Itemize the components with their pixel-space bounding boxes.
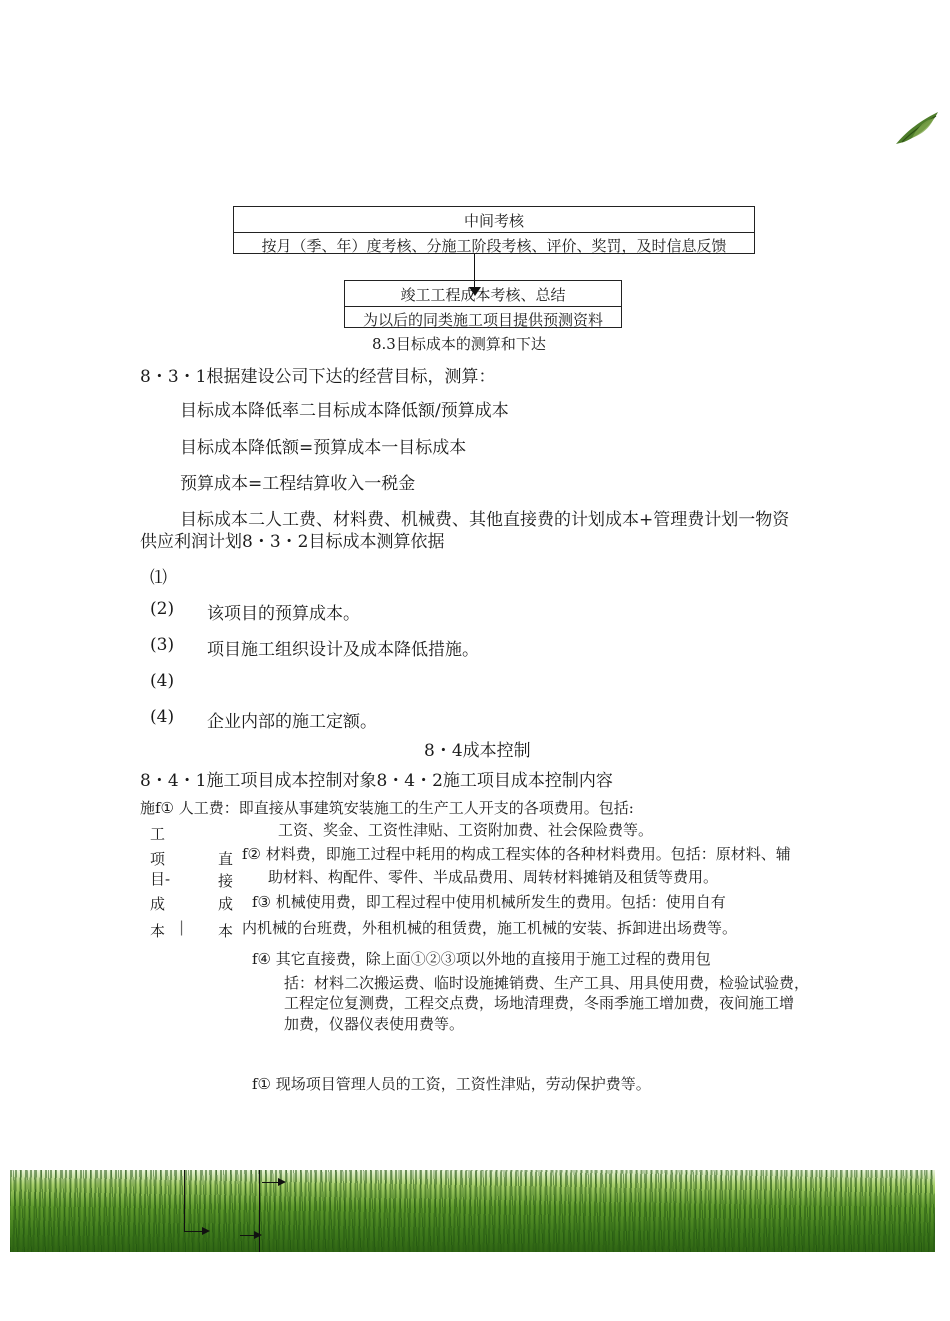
cost-materials: f② 材料费，即施工过程中耗用的构成工程实体的各种材料费用。包括：原材料、辅	[242, 845, 791, 863]
cost-machinery-detail: 内机械的台班费，外租机械的租赁费，施工机械的安装、拆卸进出场费等。	[242, 919, 738, 937]
formula-budget-cost: 预算成本=工程结算收入一税金	[180, 474, 416, 494]
left-col-char: 工	[150, 825, 166, 843]
cost-other-direct: f④ 其它直接费，除上面①②③项以外地的直接用于施工过程的费用包	[252, 950, 711, 968]
midterm-review-title: 中间考核	[463, 212, 524, 230]
paragraph-8-4-1: 8・4・1施工项目成本控制对象8・4・2施工项目成本控制内容	[140, 771, 613, 791]
list-item-text: 项目施工组织设计及成本降低措施。	[207, 640, 479, 660]
list-item-number: (4)	[150, 707, 175, 727]
bracket-arrow-head	[254, 1231, 262, 1239]
left-col-char: 项	[150, 850, 166, 868]
formula-reduction-rate: 目标成本降低率二目标成本降低额/预算成本	[180, 401, 509, 421]
bracket-line-left	[184, 1170, 185, 1232]
bracket-arrow-head	[278, 1178, 286, 1186]
formula-target-cost-line2: 供应利润计划8・3・2目标成本测算依据	[140, 532, 445, 552]
mid-col-char: 本	[218, 922, 234, 940]
cost-machinery: f③ 机械使用费，即工程过程中使用机械所发生的费用。包括：使用自有	[252, 893, 726, 911]
left-col-char: 成	[150, 895, 166, 913]
cost-other-direct-detail-2: 工程定位复测费，工程交点费，场地清理费，冬雨季施工增加费，夜间施工增	[284, 994, 795, 1012]
cost-other-direct-detail-3: 加费，仪器仪表使用费等。	[284, 1015, 465, 1033]
grass-footer-image	[10, 1170, 935, 1252]
list-item-number: (2)	[150, 599, 175, 619]
cost-site-management: f① 现场项目管理人员的工资，工资性津贴，劳动保护费等。	[252, 1075, 651, 1093]
mid-col-char: 接	[218, 872, 234, 890]
list-item-number: (3)	[150, 635, 175, 655]
formula-target-cost-line1: 目标成本二人工费、材料费、机械费、其他直接费的计划成本+管理费计划一物资	[180, 510, 790, 530]
left-col-bar: |	[179, 918, 185, 936]
section-heading-8-3: 8.3目标成本的测算和下达	[372, 335, 546, 353]
cost-materials-detail: 助材料、构配件、零件、半成品费用、周转材料摊销及租赁等费用。	[268, 868, 719, 886]
mid-col-char: 直	[218, 850, 234, 868]
bracket-arrow-line	[184, 1231, 204, 1232]
midterm-review-desc: 按月（季、年）度考核、分施工阶段考核、评价、奖罚，及时信息反馈	[261, 237, 727, 255]
list-item-number: ⑴	[150, 568, 167, 588]
completion-review-title: 竣工工程成本考核、总结	[400, 286, 566, 304]
box-divider	[234, 232, 754, 233]
completion-review-desc: 为以后的同类施工项目提供预测资料	[362, 311, 603, 329]
list-item-number: (4)	[150, 671, 175, 691]
bracket-line-right	[259, 1170, 260, 1252]
left-col-char: 目-	[150, 870, 171, 888]
cost-other-direct-detail-1: 括：材料二次搬运费、临时设施摊销费、生产工具、用具使用费，检验试验费，	[284, 974, 810, 992]
cost-labor-detail: 工资、奖金、工资性津贴、工资附加费、社会保险费等。	[278, 821, 654, 839]
list-item-text: 企业内部的施工定额。	[207, 712, 377, 732]
cost-labor: 施f① 人工费：即直接从事建筑安装施工的生产工人开支的各项费用。包括:	[140, 799, 634, 817]
mid-col-char: 成	[218, 895, 234, 913]
box-divider	[345, 306, 621, 307]
midterm-review-box	[233, 206, 755, 254]
leaf-decoration	[892, 104, 942, 148]
paragraph-8-3-1: 8・3・1根据建设公司下达的经营目标，测算：	[140, 367, 496, 387]
completion-review-box	[344, 280, 622, 328]
section-heading-8-4: 8・4成本控制	[424, 741, 531, 761]
bracket-arrow-head	[202, 1227, 210, 1235]
left-col-char: 本	[150, 922, 166, 940]
list-item-text: 该项目的预算成本。	[207, 604, 360, 624]
formula-reduction-amount: 目标成本降低额=预算成本一目标成本	[180, 438, 467, 458]
